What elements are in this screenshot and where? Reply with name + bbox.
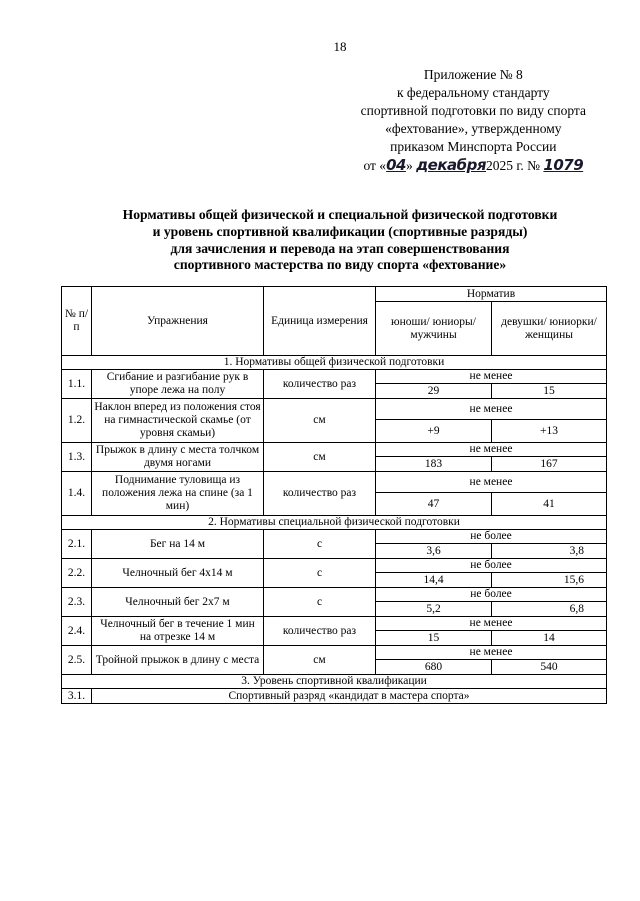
row-unit: см xyxy=(264,646,376,675)
row-female: 15,6 xyxy=(492,573,607,588)
row-female: 167 xyxy=(492,457,607,472)
row-male: 3,6 xyxy=(376,544,492,559)
row-exercise: Бег на 14 м xyxy=(92,530,264,559)
title-line: и уровень спортивной квалификации (спортивные разряды) xyxy=(152,223,528,239)
header-male: юноши/ юниоры/ мужчины xyxy=(376,302,492,356)
row-condition: не менее xyxy=(376,646,607,660)
row-condition: не менее xyxy=(376,399,607,420)
title-line: для зачисления и перевода на этап совершенствования xyxy=(170,240,510,256)
date-year: 2025 г. № xyxy=(486,158,541,173)
row-condition: не менее xyxy=(376,370,607,384)
row-exercise: Поднимание туловища из положения лежа на спине (за 1 мин) xyxy=(92,472,264,516)
row-exercise: Сгибание и разгибание рук в упоре лежа на полу xyxy=(92,370,264,399)
table-row xyxy=(62,588,607,602)
row-male: 14,4 xyxy=(376,573,492,588)
row-condition: не менее xyxy=(376,472,607,493)
date-mid: » xyxy=(405,158,413,173)
row-qualification: Спортивный разряд «кандидат в мастера спорта» xyxy=(92,689,607,704)
order-number-handwritten: 1079 xyxy=(543,156,584,174)
section-row xyxy=(62,516,607,530)
row-female: 14 xyxy=(492,631,607,646)
section-title: 2. Нормативы специальной физической подготовки xyxy=(62,516,607,530)
table-row xyxy=(62,559,607,573)
row-female: 540 xyxy=(492,660,607,675)
date-day-handwritten: 04 xyxy=(386,156,406,174)
row-unit: количество раз xyxy=(264,370,376,399)
row-unit: с xyxy=(264,530,376,559)
table-row xyxy=(62,617,607,631)
row-exercise: Тройной прыжок в длину с места xyxy=(92,646,264,675)
table-row xyxy=(62,646,607,660)
header-norm: Норматив xyxy=(376,287,607,302)
row-male: +9 xyxy=(376,420,492,443)
title-line: Нормативы общей физической и специальной физической подготовки xyxy=(122,207,558,222)
row-exercise: Челночный бег 2х7 м xyxy=(92,588,264,617)
table-row xyxy=(62,472,607,493)
appendix-line: Приложение № 8 xyxy=(423,67,523,82)
row-num: 3.1. xyxy=(62,689,92,704)
row-unit: см xyxy=(264,443,376,472)
row-female: 6,8 xyxy=(492,602,607,617)
appendix-line: приказом Минспорта России xyxy=(390,139,557,154)
date-month-handwritten: декабря xyxy=(416,156,486,174)
row-num: 1.4. xyxy=(62,472,92,516)
row-exercise: Челночный бег 4х14 м xyxy=(92,559,264,588)
row-female: 3,8 xyxy=(492,544,607,559)
row-num: 2.5. xyxy=(62,646,92,675)
row-num: 1.3. xyxy=(62,443,92,472)
header-num: № п/п xyxy=(62,287,92,356)
document-title xyxy=(60,207,620,274)
row-male: 47 xyxy=(376,493,492,516)
section-row xyxy=(62,675,607,689)
appendix-header xyxy=(361,66,586,175)
row-condition: не более xyxy=(376,588,607,602)
appendix-line: «фехтование», утвержденному xyxy=(385,121,562,136)
row-condition: не менее xyxy=(376,443,607,457)
row-num: 2.1. xyxy=(62,530,92,559)
row-exercise: Наклон вперед из положения стоя на гимнастической скамье (от уровня скамьи) xyxy=(92,399,264,443)
norms-table xyxy=(61,286,607,704)
row-num: 1.2. xyxy=(62,399,92,443)
row-unit: с xyxy=(264,588,376,617)
header-unit: Единица измерения xyxy=(264,287,376,356)
row-male: 29 xyxy=(376,384,492,399)
section-title: 3. Уровень спортивной квалификации xyxy=(62,675,607,689)
table-header-row xyxy=(62,287,607,302)
table-row xyxy=(62,399,607,420)
row-male: 5,2 xyxy=(376,602,492,617)
row-condition: не более xyxy=(376,559,607,573)
row-num: 1.1. xyxy=(62,370,92,399)
row-condition: не менее xyxy=(376,617,607,631)
row-num: 2.2. xyxy=(62,559,92,588)
title-line: спортивного мастерства по виду спорта «фехтование» xyxy=(173,257,507,273)
table-row xyxy=(62,443,607,457)
row-male: 183 xyxy=(376,457,492,472)
row-unit: см xyxy=(264,399,376,443)
row-exercise: Прыжок в длину с места толчком двумя ногами xyxy=(92,443,264,472)
table-row xyxy=(62,530,607,544)
row-unit: с xyxy=(264,559,376,588)
section-row xyxy=(62,356,607,370)
header-exercise: Упражнения xyxy=(92,287,264,356)
table-row xyxy=(62,370,607,384)
appendix-date-line xyxy=(361,156,586,175)
page-number: 18 xyxy=(333,39,347,54)
appendix-line: спортивной подготовки по виду спорта xyxy=(360,103,586,118)
table-row xyxy=(62,689,607,704)
row-female: +13 xyxy=(492,420,607,443)
section-title: 1. Нормативы общей физической подготовки xyxy=(62,356,607,370)
row-male: 15 xyxy=(376,631,492,646)
row-exercise: Челночный бег в течение 1 мин на отрезке 14 м xyxy=(92,617,264,646)
row-female: 15 xyxy=(492,384,607,399)
row-male: 680 xyxy=(376,660,492,675)
header-female: девушки/ юниорки/ женщины xyxy=(492,302,607,356)
row-unit: количество раз xyxy=(264,472,376,516)
row-female: 41 xyxy=(492,493,607,516)
date-prefix: от « xyxy=(363,158,387,173)
appendix-line: к федеральному стандарту xyxy=(396,85,550,100)
row-num: 2.4. xyxy=(62,617,92,646)
row-unit: количество раз xyxy=(264,617,376,646)
row-num: 2.3. xyxy=(62,588,92,617)
row-condition: не более xyxy=(376,530,607,544)
